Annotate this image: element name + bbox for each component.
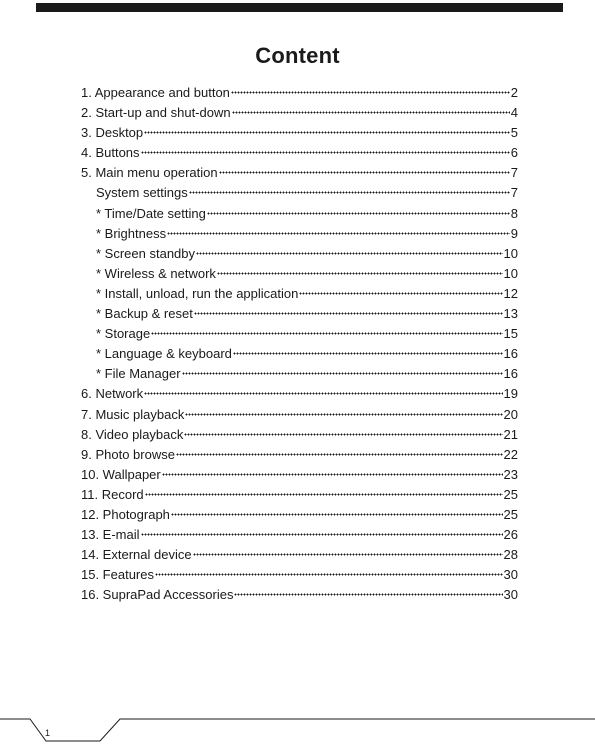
toc-entry-page-number: 9 [510,225,518,241]
toc-entry-page-number: 13 [503,306,518,322]
dot-leader [144,392,502,395]
toc-entry-page-number: 26 [503,527,518,543]
toc-entry-label: 14. External device [81,547,192,563]
dot-leader [233,352,503,355]
toc-entry-label: 10. Wallpaper [81,466,161,482]
toc-entry-page-number: 5 [510,125,518,141]
toc-entry-label: * Brightness [96,225,167,241]
toc-entry-page-number: 20 [503,406,518,422]
dot-leader [176,453,503,456]
table-of-contents [81,83,518,605]
toc-entry-label: 7. Music playback [81,406,185,422]
header-rule [36,3,563,12]
dot-leader [207,212,510,215]
toc-entry-page-number: 15 [503,326,518,342]
toc-entry[interactable] [81,525,518,545]
dot-leader [141,151,510,154]
toc-entry[interactable] [81,445,518,465]
toc-entry-label: 4. Buttons [81,145,140,161]
toc-entry[interactable] [81,123,518,143]
dot-leader [193,553,503,556]
toc-entry[interactable] [81,384,518,404]
toc-entry-label: 12. Photograph [81,506,170,522]
toc-entry-page-number: 10 [503,265,518,281]
page-title: Content [255,42,340,68]
toc-entry-label: 11. Record [81,486,144,502]
dot-leader [171,513,503,516]
toc-entry-page-number: 25 [503,486,518,502]
toc-entry-label: * Wireless & network [96,265,216,281]
toc-entry-page-number: 22 [503,446,518,462]
toc-entry[interactable] [81,485,518,505]
toc-entry-page-number: 12 [503,285,518,301]
dot-leader [162,473,503,476]
toc-entry[interactable] [81,344,518,364]
toc-entry-page-number: 7 [510,185,518,201]
toc-entry-label: * Screen standby [96,245,196,261]
toc-entry-page-number: 19 [503,386,518,402]
toc-entry[interactable] [81,505,518,525]
dot-leader [184,433,502,436]
toc-entry-label: * Install, unload, run the application [96,285,299,301]
toc-entry-page-number: 2 [510,85,518,100]
toc-entry[interactable] [81,204,518,224]
dot-leader [194,312,503,315]
toc-entry-label: System settings [96,185,188,201]
dot-leader [141,533,503,536]
toc-entry-label: 5. Main menu operation [81,165,218,181]
toc-entry[interactable] [81,163,518,183]
dot-leader [234,593,502,596]
dot-leader [231,91,510,94]
toc-entry[interactable] [81,83,518,103]
toc-entry-page-number: 16 [503,346,518,362]
dot-leader [167,232,510,235]
toc-entry[interactable] [81,545,518,565]
toc-entry-page-number: 4 [510,105,518,121]
toc-entry[interactable] [81,324,518,344]
toc-entry-label: 15. Features [81,567,154,583]
dot-leader [155,573,503,576]
toc-entry[interactable] [81,585,518,605]
toc-entry[interactable] [81,364,518,384]
dot-leader [151,332,502,335]
toc-entry-label: * Storage [96,326,151,342]
dot-leader [189,191,510,194]
toc-entry-page-number: 21 [503,426,518,442]
toc-entry-label: 9. Photo browse [81,446,175,462]
toc-entry[interactable] [81,103,518,123]
toc-entry[interactable] [81,465,518,485]
toc-entry-page-number: 23 [503,466,518,482]
toc-entry[interactable] [81,425,518,445]
toc-entry-page-number: 25 [503,506,518,522]
page-number: 1 [45,728,51,738]
toc-entry[interactable] [81,304,518,324]
toc-entry-page-number: 16 [503,366,518,382]
dot-leader [219,171,510,174]
toc-entry[interactable] [81,284,518,304]
toc-entry-label: 3. Desktop [81,125,144,141]
toc-entry-label: 2. Start-up and shut-down [81,105,231,121]
toc-entry-label: * Language & keyboard [96,346,232,362]
toc-entry-page-number: 28 [503,547,518,563]
toc-entry-label: * Time/Date setting [96,205,206,221]
toc-entry-page-number: 30 [503,587,518,603]
toc-entry-page-number: 10 [503,245,518,261]
dot-leader [299,292,502,295]
toc-entry-label: * Backup & reset [96,306,193,322]
dot-leader [145,493,503,496]
toc-entry[interactable] [81,405,518,425]
toc-entry-label: 6. Network [81,386,144,402]
toc-entry[interactable] [81,183,518,203]
toc-entry[interactable] [81,244,518,264]
toc-entry-label: 1. Appearance and button [81,85,230,100]
toc-entry-page-number: 8 [510,205,518,221]
dot-leader [182,372,503,375]
toc-entry-label: 8. Video playback [81,426,184,442]
dot-leader [217,272,503,275]
toc-entry-page-number: 7 [510,165,518,181]
dot-leader [196,252,503,255]
dot-leader [185,413,502,416]
toc-entry[interactable] [81,143,518,163]
toc-entry-page-number: 30 [503,567,518,583]
dot-leader [144,131,510,134]
toc-entry-label: * File Manager [96,366,181,382]
toc-entry[interactable] [81,264,518,284]
toc-entry-page-number: 6 [510,145,518,161]
footer-rule [0,707,595,747]
dot-leader [232,111,510,114]
toc-entry[interactable] [81,224,518,244]
toc-entry-label: 16. SupraPad Accessories [81,587,234,603]
toc-entry-label: 13. E-mail [81,527,140,543]
toc-entry[interactable] [81,565,518,585]
